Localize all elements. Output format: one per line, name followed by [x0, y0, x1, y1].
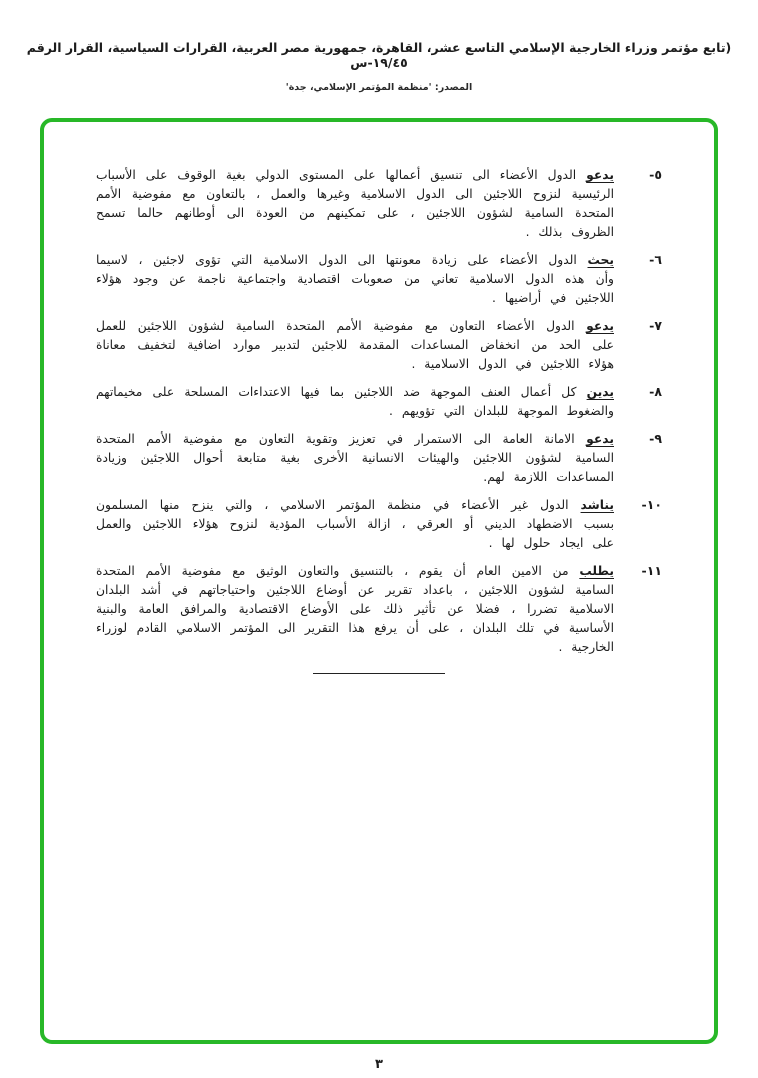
item-paragraph	[96, 562, 614, 657]
page-number: ٣	[375, 1057, 383, 1072]
item-paragraph	[96, 383, 614, 421]
item-number: ٩-	[649, 431, 662, 446]
list-item	[96, 317, 662, 374]
item-rest-text: الدول غير الأعضاء في منظمة المؤتمر الاسلامي ، والتي ينزح منها المسلمون بسبب الاضطهاد الديني أو العرقي ، ازالة الأسباب المؤدية لنزوح هؤلاء اللاجئين والعمل على ايجاد حلول لها .	[96, 498, 614, 550]
item-number: ٨-	[649, 384, 662, 399]
list-item	[96, 562, 662, 657]
item-lead-word: يدين	[586, 385, 614, 399]
item-number: ٧-	[649, 318, 662, 333]
list-item	[96, 496, 662, 553]
item-rest-text: من الامين العام أن يقوم ، بالتنسيق والتعاون الوثيق مع مفوضية الأمم المتحدة السامية لشؤون اللاجئين ، باعداد تقرير عن أوضاع اللاجئين واحتياجاتهم في أشد البلدان الاسلامية تضررا ، فضلا عن تأثير ذلك على الأوضاع الاقتصادية والمرافق العامة والبنية الأساسية في تلك البلدان ، على أن يرفع هذا التقرير الى المؤتمر الاسلامي القادم لوزراء الخارجية .	[96, 564, 614, 654]
item-paragraph	[96, 166, 614, 242]
header-source: المصدر: 'منظمة المؤتمر الإسلامي، جدة'	[285, 82, 473, 93]
item-rest-text: الدول الأعضاء التعاون مع مفوضية الأمم المتحدة السامية لشؤون اللاجئين للعمل على الحد من انخفاض المساعدات المقدمة للاجئين لتدبير موارد اضافية لتخفيف معاناة هؤلاء اللاجئين في الدول الاسلامية .	[96, 319, 614, 371]
item-rest-text: الامانة العامة الى الاستمرار في تعزيز وتقوية التعاون مع مفوضية الأمم المتحدة السامية لشؤون اللاجئين والهيئات الانسانية الأخرى بغية متابعة أحوال اللاجئين وزيادة المساعدات اللازمة لهم.	[96, 432, 614, 484]
list-item	[96, 251, 662, 308]
item-lead-word: يناشد	[580, 498, 614, 512]
item-number: ١١-	[641, 563, 662, 578]
end-of-text-rule	[313, 673, 445, 674]
list-item	[96, 430, 662, 487]
item-number: ٦-	[649, 252, 662, 267]
document-header	[10, 40, 748, 93]
header-title: (تابع مؤتمر وزراء الخارجية الإسلامي التاسع عشر، القاهرة، جمهورية مصر العربية، القرارات السياسية، القرار الرقم ١٩/٤٥-س	[26, 40, 732, 70]
item-paragraph	[96, 430, 614, 487]
item-rest-text: الدول الأعضاء الى تنسيق أعمالها على المستوى الدولي بغية الوقوف على الأسباب الرئيسية لنزوح اللاجئين الى الدول الاسلامية وغيرها والعمل ، بالتعاون مع مفوضية الأمم المتحدة السامية لشؤون اللاجئين ، على تمكينهم من العودة الى أوطانهم حالما تسمح الظروف بذلك .	[96, 168, 614, 239]
green-border-frame	[40, 118, 718, 1044]
item-rest-text: الدول الأعضاء على زيادة معونتها الى الدول الاسلامية التي تؤوى لاجئين ، لاسيما وأن هذه الدول الاسلامية تعاني من صعوبات اقتصادية واجتماعية ناجمة عن وجود هؤلاء اللاجئين في أراضيها .	[96, 253, 614, 305]
item-lead-word: يطلب	[579, 564, 614, 578]
item-number: ٥-	[649, 167, 662, 182]
item-rest-text: كل أعمال العنف الموجهة ضد اللاجئين بما فيها الاعتداءات المسلحة على مخيماتهم والضغوط الموجهة للبلدان التي تؤويهم .	[96, 385, 614, 418]
list-item	[96, 383, 662, 421]
item-paragraph	[96, 496, 614, 553]
item-number: ١٠-	[641, 497, 662, 512]
resolution-body	[96, 166, 662, 1020]
item-lead-word: يحث	[587, 253, 614, 267]
item-lead-word: يدعو	[586, 432, 614, 446]
item-lead-word: يدعو	[586, 168, 614, 182]
item-lead-word: يدعو	[586, 319, 614, 333]
item-paragraph	[96, 317, 614, 374]
list-item	[96, 166, 662, 242]
resolution-list	[96, 166, 662, 657]
item-paragraph	[96, 251, 614, 308]
